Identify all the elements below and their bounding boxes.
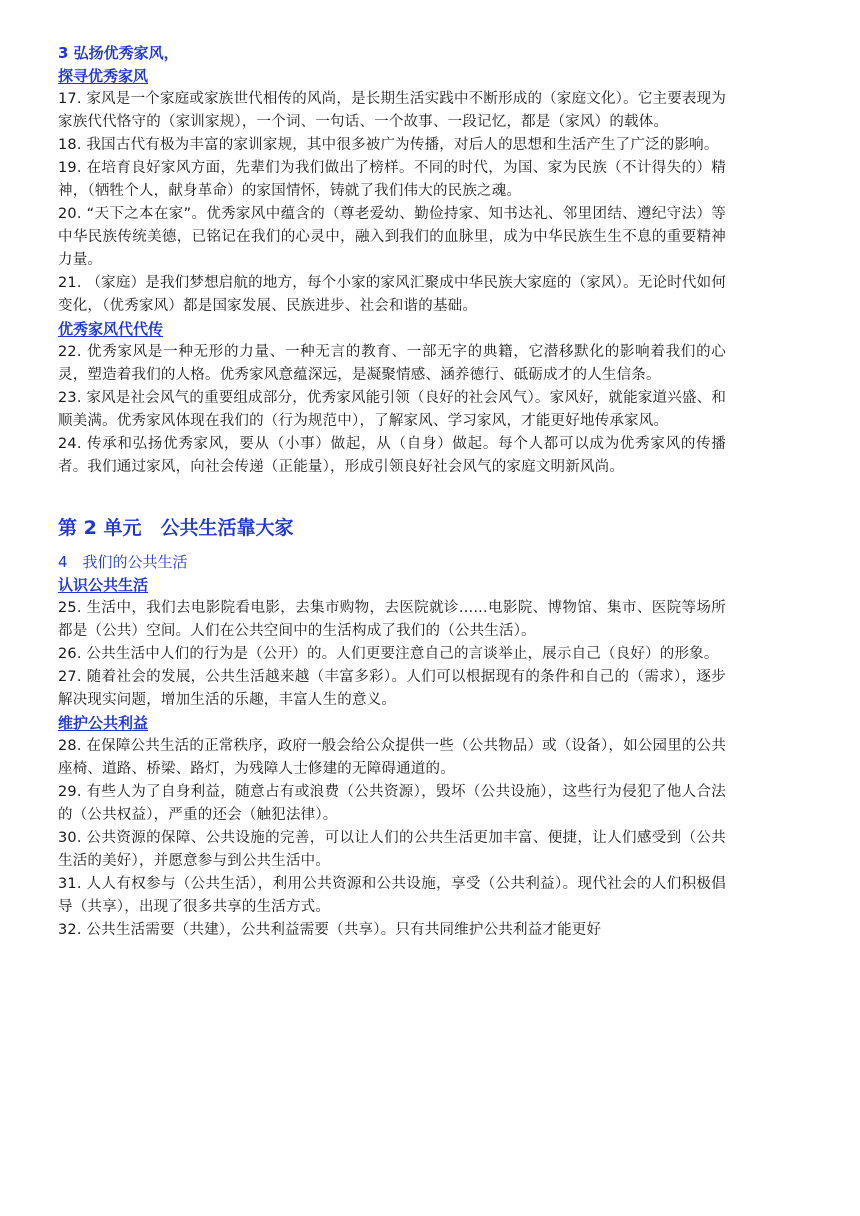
spacer xyxy=(58,479,726,514)
list-item-26: 26. 公共生活中人们的行为是（公开）的。人们更要注意自己的言谈举止，展示自己（良好）的形象。 xyxy=(58,646,719,662)
list-item-31: 31. 人人有权参与（公共生活），利用公共资源和公共设施，享受（公共利益）。现代社会的人们积极倡导（共享），出现了很多共享的生活方式。 xyxy=(58,876,726,915)
list-item-21: 21. （家庭）是我们梦想启航的地方，每个小家的家风汇聚成中华民族大家庭的（家风）。无论时代如何变化，（优秀家风）都是国家发展、民族进步、社会和谐的基础。 xyxy=(58,275,727,314)
list-item-30: 30. 公共资源的保障、公共设施的完善，可以让人们的公共生活更加丰富、便捷，让人们感受到（公共生活的美好），并愿意参与到公共生活中。 xyxy=(58,830,726,869)
list-item-24: 24. 传承和弘扬优秀家风，要从（小事）做起，从（自身）做起。每个人都可以成为优秀家风的传播者。我们通过家风，向社会传递（正能量），形成引领良好社会风气的家庭文明新风尚。 xyxy=(58,436,726,475)
section-title-pass-down-family-style: 优秀家风代代传 xyxy=(58,320,164,338)
list-item-18: 18. 我国古代有极为丰富的家训家规，其中很多被广为传播，对后人的思想和生活产生了广泛的影响。 xyxy=(58,137,719,153)
list-item-19: 19. 在培育良好家风方面，先辈们为我们做出了榜样。不同的时代，为国、家为民族（不计得失的）精神，（牺牲个人，献身革命）的家国情怀，铸就了我们伟大的民族之魂。 xyxy=(58,160,726,199)
section-title-protect-public-interest: 维护公共利益 xyxy=(58,714,149,732)
lesson-4-title: 4 我们的公共生活 xyxy=(58,553,188,571)
unit-2-title: 第 2 单元 公共生活靠大家 xyxy=(58,517,294,539)
list-item-23: 23. 家风是社会风气的重要组成部分，优秀家风能引领（良好的社会风气）。家风好，就能家道兴盛、和顺美满。优秀家风体现在我们的（行为规范中），了解家风、学习家风，才能更好地传承家风。 xyxy=(58,390,727,429)
list-item-32: 32. 公共生活需要（共建），公共利益需要（共享）。只有共同维护公共利益才能更好 xyxy=(58,922,602,938)
section-title-explore-family-style: 探寻优秀家风 xyxy=(58,67,149,85)
list-item-20: 20. “天下之本在家”。优秀家风中蕴含的（尊老爱幼、勤俭持家、知书达礼、邻里团结、遵纪守法）等中华民族传统美德，已铭记在我们的心灵中，融入到我们的血脉里，成为中华民族生生不息的重要精神力量。 xyxy=(58,206,726,268)
lesson-3-title: 3 弘扬优秀家风， xyxy=(58,44,179,62)
list-item-28: 28. 在保障公共生活的正常秩序，政府一般会给公众提供一些（公共物品）或（设备），如公园里的公共座椅、道路、桥梁、路灯，为残障人士修建的无障碍通道的。 xyxy=(58,738,727,777)
list-item-25: 25. 生活中，我们去电影院看电影，去集市购物，去医院就诊......电影院、博物馆、集市、医院等场所都是（公共）空间。人们在公共空间中的生活构成了我们的（公共生活）。 xyxy=(58,600,726,639)
section-title-know-public-life: 认识公共生活 xyxy=(58,576,149,594)
list-item-27: 27. 随着社会的发展，公共生活越来越（丰富多彩）。人们可以根据现有的条件和自己的（需求），逐步解决现实问题，增加生活的乐趣，丰富人生的意义。 xyxy=(58,669,726,708)
list-item-17: 17. 家风是一个家庭或家族世代相传的风尚，是长期生活实践中不断形成的（家庭文化）。它主要表现为家族代代恪守的（家训家规），一个词、一句话、一个故事、一段记忆，都是（家风）的载体。 xyxy=(58,91,727,130)
list-item-22: 22. 优秀家风是一种无形的力量、一种无言的教育、一部无字的典籍，它潜移默化的影响着我们的心灵，塑造着我们的人格。优秀家风意蕴深远，是凝聚情感、涵养德行、砥砺成才的人生信条。 xyxy=(58,344,726,383)
spacer xyxy=(58,542,726,551)
list-item-29: 29. 有些人为了自身利益，随意占有或浪费（公共资源），毁坏（公共设施），这些行为侵犯了他人合法的（公共权益），严重的还会（触犯法律）。 xyxy=(58,784,726,823)
document-page xyxy=(58,42,726,942)
